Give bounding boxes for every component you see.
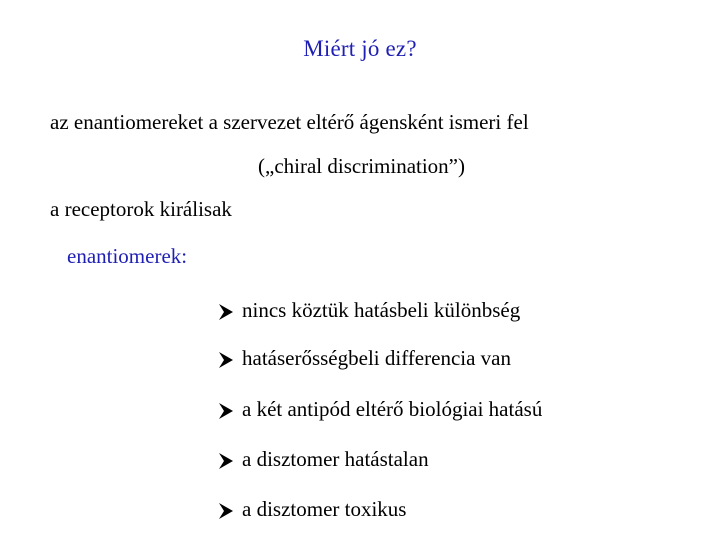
slide-title: Miért jó ez? (303, 36, 417, 61)
bullet-text: a két antipód eltérő biológiai hatású (242, 397, 543, 421)
statement-chiral-discrimination: („chiral discrimination”) (258, 154, 465, 178)
enantiomers-heading: enantiomerek: (67, 244, 188, 268)
bullet-text: a disztomer toxikus (242, 497, 407, 521)
arrowhead-bullet-icon (216, 401, 236, 421)
bullet-text: hatáserősségbeli differencia van (242, 346, 511, 370)
bullet-item (216, 397, 542, 422)
bullet-text: nincs köztük hatásbeli különbség (242, 298, 521, 322)
bullet-item (216, 497, 406, 522)
arrowhead-bullet-icon (216, 451, 236, 471)
arrowhead-bullet-icon (216, 302, 236, 322)
arrowhead-bullet-icon (216, 501, 236, 521)
bullet-item (216, 298, 520, 323)
bullet-item (216, 447, 429, 472)
statement-recognition: az enantiomereket a szervezet eltérő ágensként ismeri fel (50, 110, 529, 134)
bullet-text: a disztomer hatástalan (242, 447, 429, 471)
bullet-item (216, 346, 511, 371)
statement-receptors: a receptorok királisak (50, 197, 232, 221)
arrowhead-bullet-icon (216, 350, 236, 370)
